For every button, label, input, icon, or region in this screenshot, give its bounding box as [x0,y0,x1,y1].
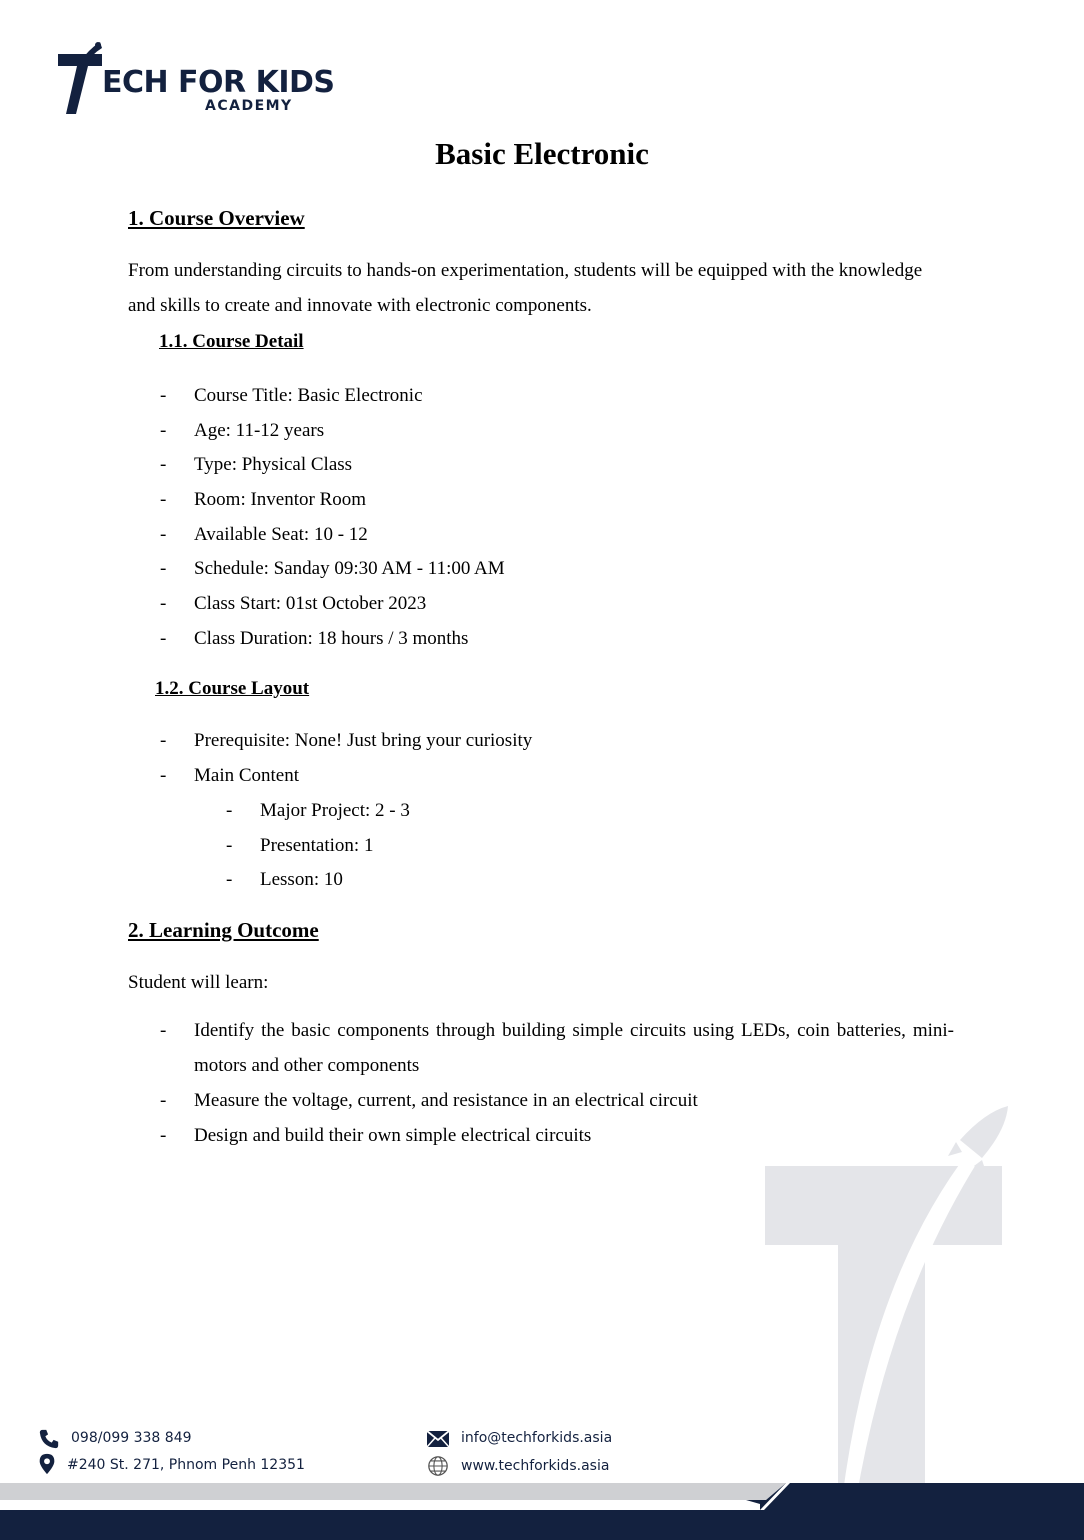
list-item [128,557,968,592]
bullet-dash: - [160,489,167,511]
list-item [128,592,968,627]
footer-email: info@techforkids.asia [461,1430,613,1446]
list-item [128,488,968,523]
list-item-text: Main Content [194,764,300,786]
footer-phone: 098/099 338 849 [71,1430,192,1446]
phone-icon [38,1428,60,1450]
list-item [128,764,968,799]
logo [58,40,335,116]
list-item-text: Age: 11-12 years [194,419,325,441]
list-item-text: Design and build their own simple electrical circuits [194,1125,592,1146]
bullet-dash: - [160,1090,167,1111]
bullet-dash: - [160,385,167,406]
section-heading-learning-outcome: 2. Learning Outcome [128,918,319,942]
course-overview-intro: From understanding circuits to hands-on experimentation, students will be equipped with the knowledge and skills to create and innovate with electronic components. [128,260,923,316]
list-item-text: Class Duration: 18 hours / 3 months [194,627,469,649]
location-pin-icon [36,1453,58,1475]
bullet-dash: - [160,419,167,441]
bullet-dash: - [226,834,233,856]
list-item [128,419,968,454]
list-item [128,523,968,558]
subheading-course-layout: 1.2. Course Layout [155,678,310,699]
list-item-text: Schedule: Sanday 09:30 AM - 11:00 AM [194,558,505,580]
list-item [128,627,968,662]
list-item [128,384,968,419]
logo-text: ECH FOR KIDS [102,65,335,100]
course-layout-list [128,729,968,798]
bullet-dash: - [160,593,167,615]
list-item-text: Prerequisite: None! Just bring your curiosity [194,730,533,751]
subheading-course-detail: 1.1. Course Detail [159,331,304,352]
footer-band [0,1480,1084,1540]
main-content-sublist [128,799,968,903]
learning-outcome-intro: Student will learn: [128,972,269,993]
footer-website: www.techforkids.asia [461,1458,610,1474]
footer-address: #240 St. 271, Phnom Penh 12351 [67,1457,305,1473]
section-heading-course-overview: 1. Course Overview [128,206,305,230]
list-item-text: Type: Physical Class [194,454,353,476]
globe-icon [427,1455,449,1477]
bullet-dash: - [160,1020,167,1041]
list-item [128,453,968,488]
bullet-dash: - [160,764,167,786]
bullet-dash: - [226,800,233,821]
bullet-dash: - [160,454,167,476]
list-item-text: Class Start: 01st October 2023 [194,593,427,615]
list-item [128,799,968,834]
list-item [128,834,968,869]
bullet-dash: - [160,558,167,580]
list-item-text: Major Project: 2 - 3 [260,800,410,821]
list-item-text: Identify the basic components through building simple circuits using LEDs, coin batteries, mini-motors and other components [194,1020,954,1076]
bullet-dash: - [160,627,167,649]
list-item-text: Lesson: 10 [260,869,343,891]
bullet-dash: - [226,869,233,891]
envelope-icon [426,1428,450,1450]
list-item [128,1013,954,1083]
list-item-text: Room: Inventor Room [194,489,367,511]
watermark-rocket-icon [760,1100,1020,1500]
list-item [128,729,968,764]
list-item-text: Measure the voltage, current, and resistance in an electrical circuit [194,1090,698,1111]
logo-subtext: ACADEMY [205,98,293,114]
bullet-dash: - [160,523,167,545]
bullet-dash: - [160,1125,167,1146]
document-title: Basic Electronic [435,136,649,171]
bullet-dash: - [160,730,167,751]
list-item [128,868,968,903]
list-item-text: Presentation: 1 [260,834,374,856]
course-detail-list [128,384,968,662]
list-item-text: Course Title: Basic Electronic [194,385,423,406]
list-item-text: Available Seat: 10 - 12 [194,523,368,545]
